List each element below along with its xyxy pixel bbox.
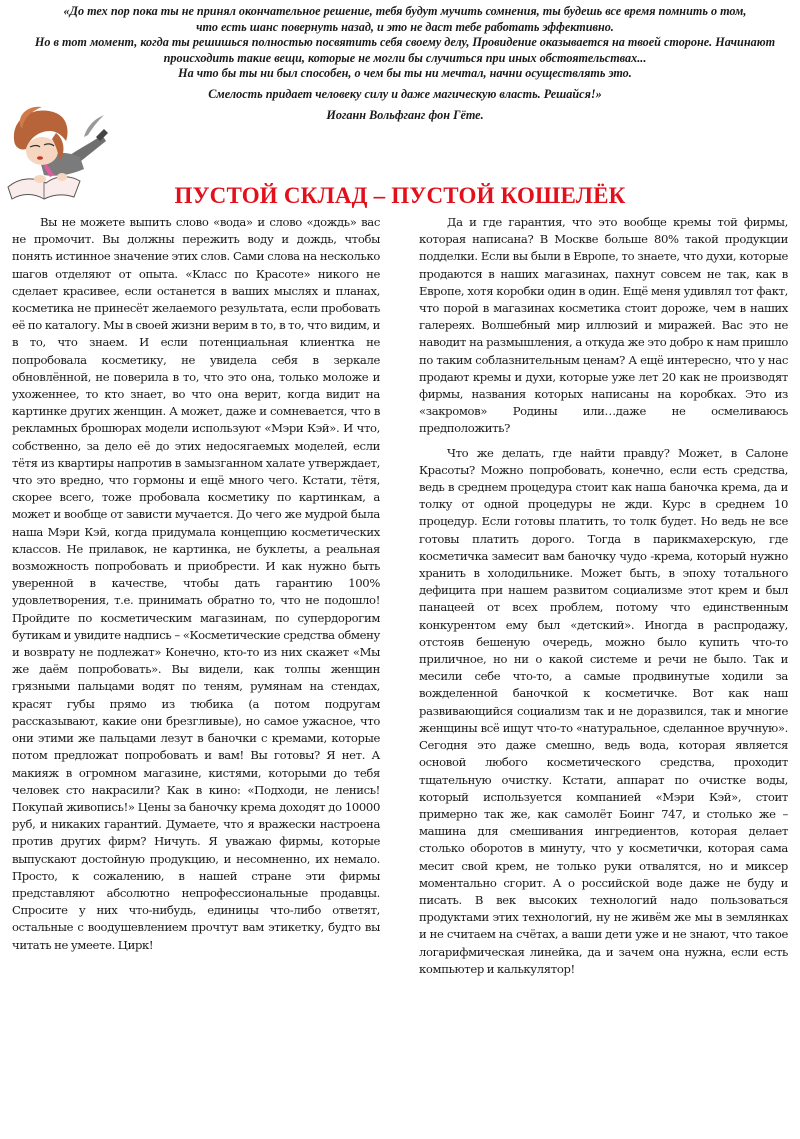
article-title: ПУСТОЙ СКЛАД – ПУСТОЙ КОШЕЛЁК bbox=[174, 183, 626, 208]
epigraph-line: Смелость придает человеку силу и даже магическую власть. Решайся!» bbox=[208, 86, 602, 101]
epigraph-line: «До тех пор пока ты не принял окончательное решение, тебя будут мучить сомнения, ты будешь все время помнить о том, bbox=[63, 4, 747, 18]
epigraph-author: Иоганн Вольфганг фон Гёте. bbox=[326, 107, 484, 122]
paragraph: Что же делать, где найти правду? Может, в Салоне Красоты? Можно попробовать, конечно, если есть средства, ведь в среднем процедура стоит как наша баночка крема, да и толку от одной процедуры не жди. Курс в среднем 10 процедур. Если готовы платить, то толк будет. Но ведь не все готовы платить дорого. Тогда в парикмахерскую, где косметичка замесит вам баночку чудо -крема, который нужно хранить в холодильнике. Может быть, в эпоху тотального дефицита при нашем развитом социализме этот крем и был панацеей от всех проблем, потому что единственным конкурентом ему был «детский». Иногда в распродажу, отстояв бешеную очередь, можно было купить что-то приличное, но ни о какой системе и речи не было. Так и месили себе что-то, а самые продвинутые ходили за вожделенной баночкой к косметичке. Вот как наш развивающийся социализм так и не доразвился, так и многие женщины всё ищут что-то «натуральное, сделанное вручную». Сегодня это даже смешно, ведь вода, которая является основой любого косметического средства, проходит тщательную очистку. Кстати, аппарат по очистке воды, который используется компанией «Мэри Кэй», стоит примерно так же, как самолёт Боинг 747, и столько же – машина для смешивания ингредиентов, которая делает столько оборотов в минуту, что у косметички, которая сама месит свой крем, не только руки отвалятся, но и миксер моментально сгорит. А о российской воде даже не буду и писать. В век высоких технологий надо пользоваться продуктами этих технологий, ну не живём же мы в землянках и не считаем на счётах, а ваши дети уже и не знают, что такое логарифмическая линейка, да и зачем она нужна, если есть компьютер и калькулятор! bbox=[419, 445, 788, 976]
epigraph bbox=[20, 4, 790, 123]
paragraph: Да и где гарантия, что это вообще кремы той фирмы, которая написана? В Москве больше 80% такой продукции подделки. Если вы были в Европе, то знаете, что духи, которые продаются в наших магазинах, пахнут совсем не так, как в Европе, хотя коробки один в один. Ещё меня удивлял тот факт, что порой в магазинах косметика стоит дороже, чем в наших галереях. Волшебный мир иллюзий и миражей. Вас это не наводит на размышления, а откуда же это добро к нам пришло по таким соблазнительным ценам? А ещё интересно, что у нас продают кремы и духи, которые уже лет 20 как не производят фирмы, названия которых написаны на коробках. Это из «закромов» Родины или…даже не осмеливаюсь предположить? bbox=[419, 215, 788, 436]
epigraph-line: что есть шанс повернуть назад, и это не даст тебе работать эффективно. bbox=[196, 19, 614, 34]
epigraph-line: Но в тот момент, когда ты решишься полностью посвятить себя своему делу, Провидение оказывается на твоей стороне. Начинают происходить такие вещи, которые не могли бы случиться при иных обстоятельствах... bbox=[34, 35, 776, 65]
right-column bbox=[419, 214, 788, 978]
paragraph: Вы не можете выпить слово «вода» и слово «дождь» вас не промочит. Вы должны пережить воду и дождь, чтобы понять истинное значение этих слов. Сами слова на несколько шагов отделяют от опыта. «Класс по Красоте» никого не сделает красивее, если останется в ваших мыслях и планах, косметика не принесёт желаемого результата, если пробовать её по каталогу. Мы в своей жизни верим в то, в то, что видим, и в то, что знаем. И если потенциальная клиентка не попробовала косметику, не увидела себя в зеркале обновлённой, не поверила в то, что это она, только моложе и ухоженнее, то кто знает, во что она верит, когда видит на картинке других женщин. А может, даже и сомневается, что в рекламных брошюрах модели используют «Мэри Кэй». И что, собственно, за дело её до этих недосягаемых моделей, если тётя из квартиры напротив в замызганном халате утверждает, что это вредно, что гормоны и ещё много чего. Кстати, тётя, скорее всего, тоже пробовала косметику по картинкам, а может и вообще от зависти мучается. До чего же мудрой была наша Мэри Кэй, когда придумала концепцию косметических классов. Не прилавок, не картинка, не буклеты, а реальная возможность попробовать и приобрести. И как нужно быть уверенной в качестве, чтобы дать гарантию 100% удовлетворения, т.е. принимать обратно то, что не подошло! Пройдите по косметическим магазинам, по супердорогим бутикам и увидите надпись – «Косметические средства обмену и возврату не подлежат» Конечно, кто-то из них скажет «Мы же даём попробовать». Вы видели, как толпы женщин грязными пальцами водят по теням, румянам на стендах, красят губы прямо из тюбика (а потом подругам рассказывают, какие они брезгливые), но самое ужасное, что они этими же пальцами лезут в баночки с кремами, которые потом предложат попробовать и вам! Вы готовы? Я нет. А макияж в огромном магазине, кистями, которыми до тебя человек сто накрасили? Как в кино: «Подходи, не ленись! Покупай живопись!» Цены за баночку крема доходят до 10000 руб, и никаких гарантий. Думаете, что я вражески настроена против других фирм? Ничуть. Я уважаю фирмы, которые выпускают достойную продукцию, и несомненно, их немало. Просто, к сожалению, в нашей стране эти фирмы представляют абсолютно непрофессиональные продавцы. Спросите у них что-нибудь, единицы что-либо ответят, остальные с воодушевлением прочтут вам этикетку, будто вы читать не умеете. Цирк! bbox=[12, 215, 380, 952]
left-column bbox=[12, 214, 380, 954]
epigraph-line: На что бы ты ни был способен, о чем бы ты ни мечтал, начни осуществлять это. bbox=[178, 66, 632, 81]
